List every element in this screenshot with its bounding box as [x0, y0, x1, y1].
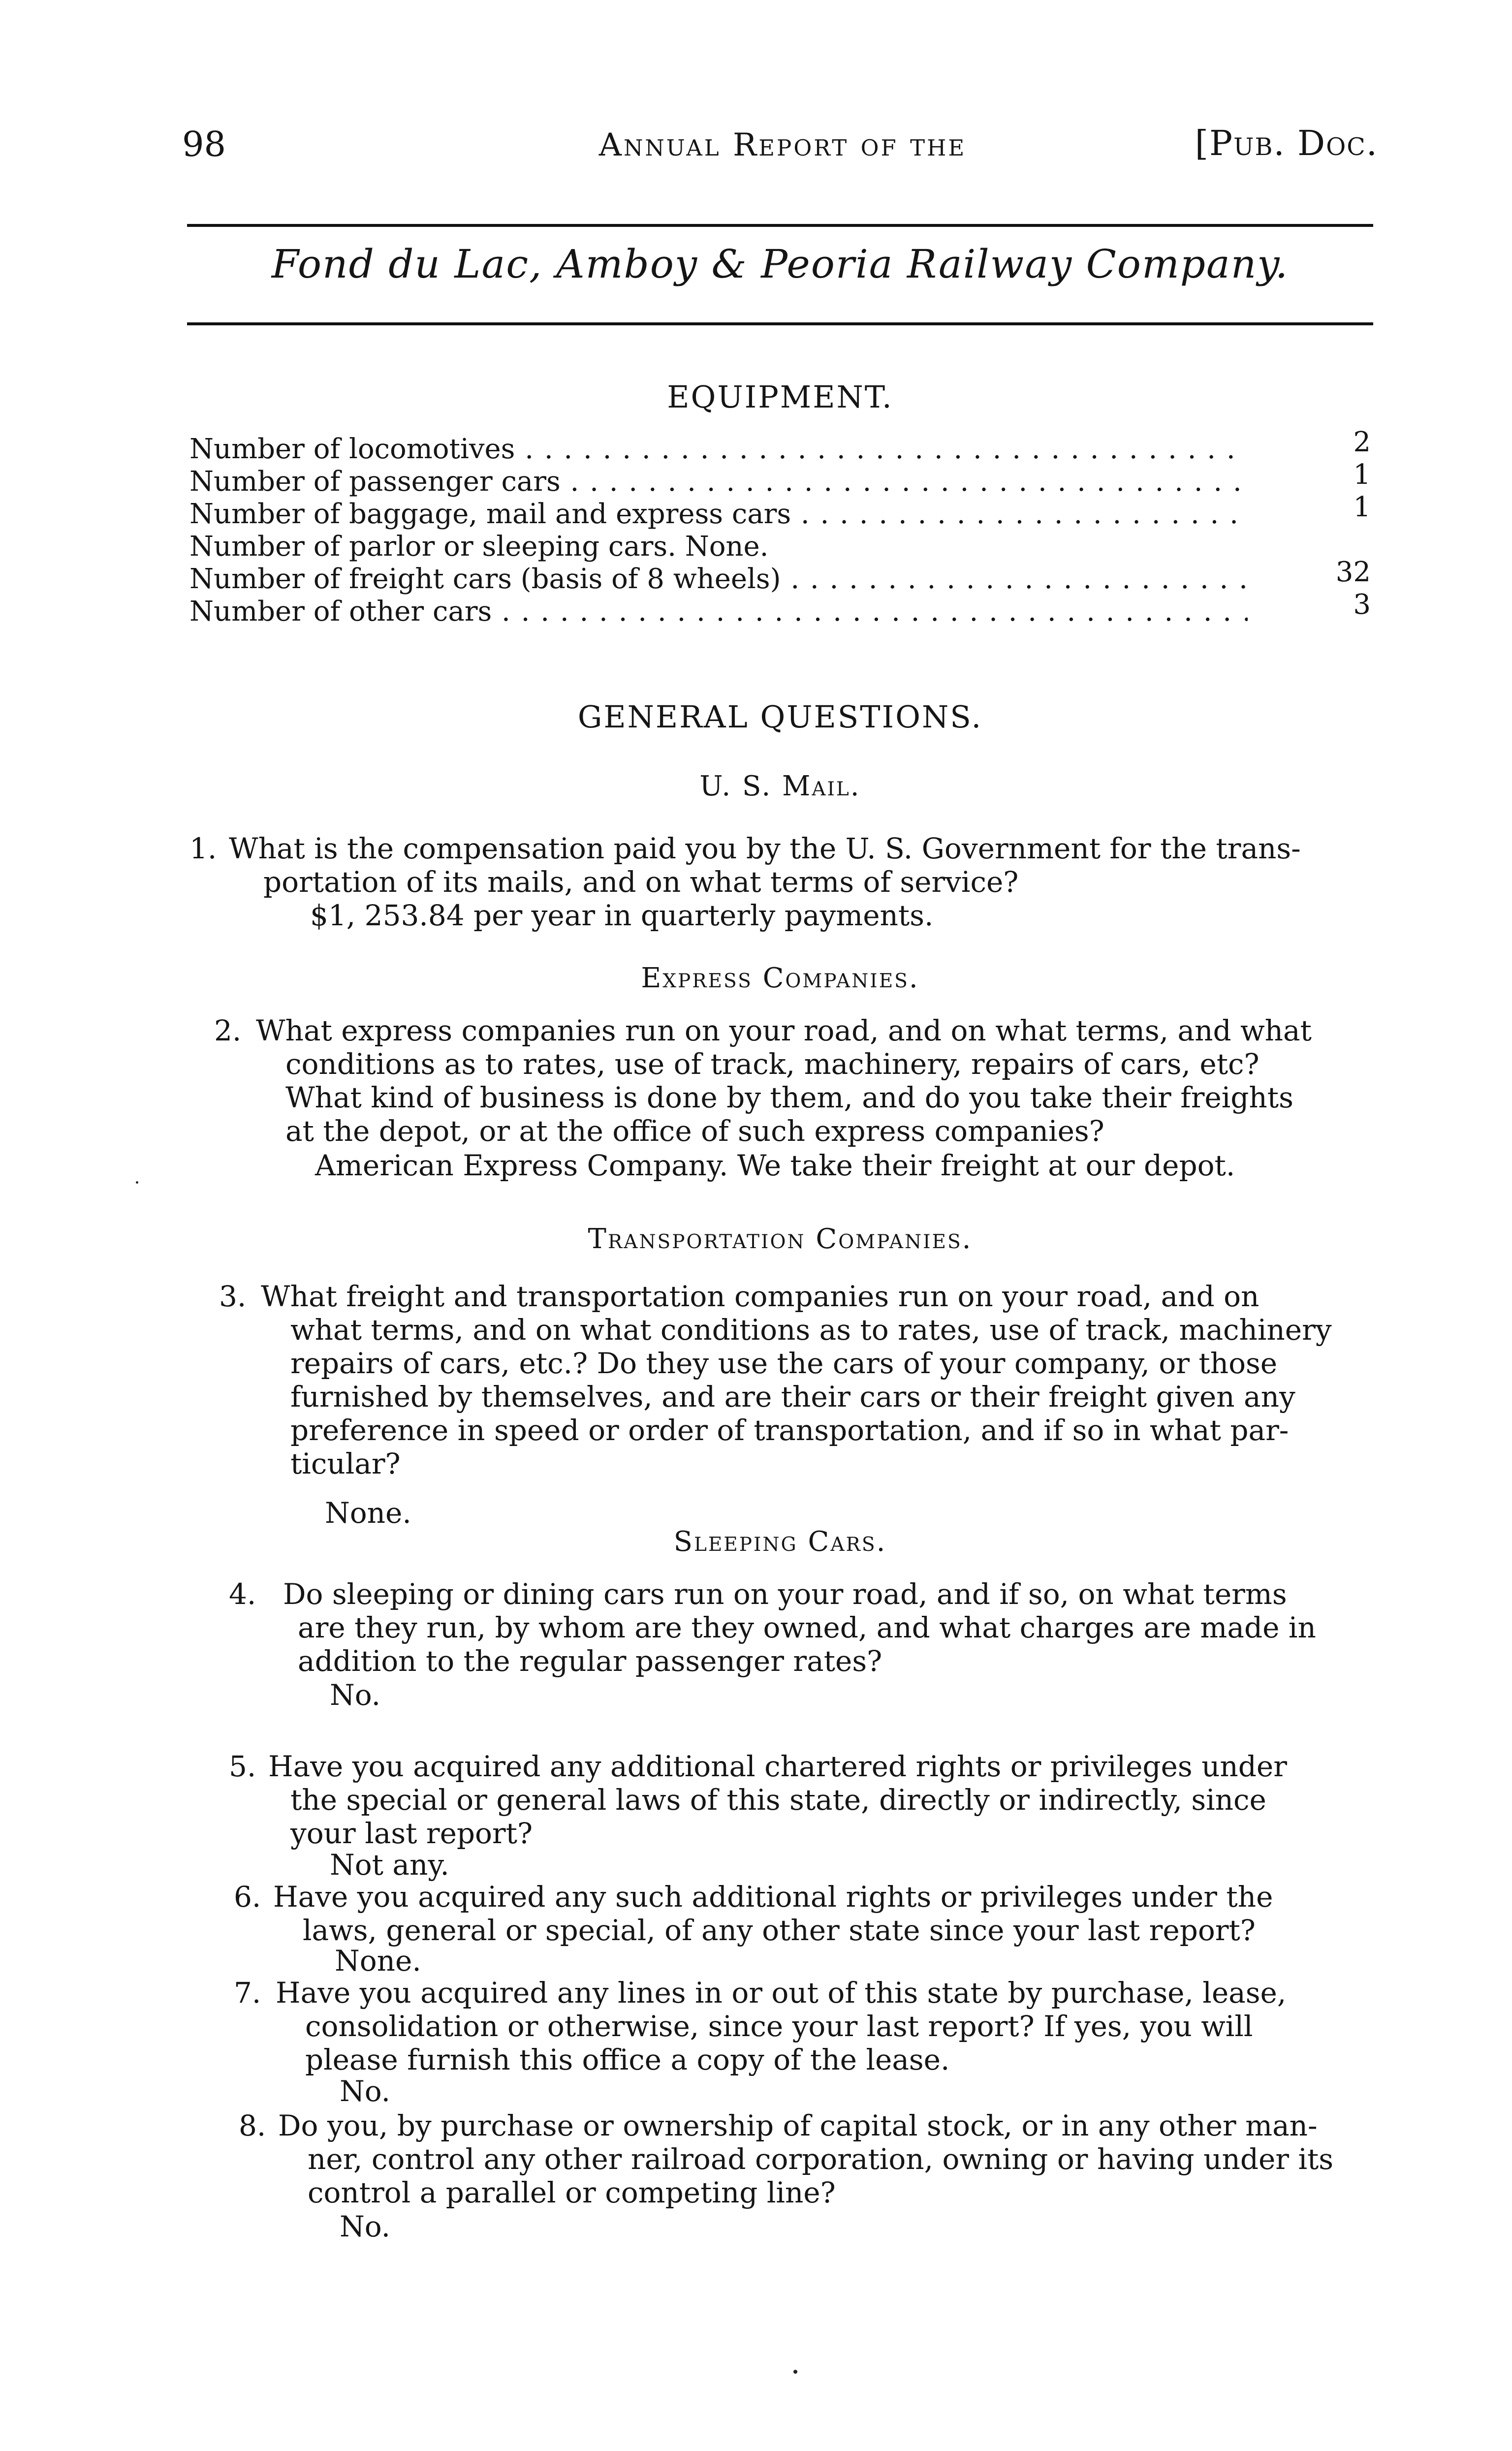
answer-1: $1, 253.84 per year in quarterly payments.: [310, 899, 934, 932]
question-line: your last report?: [290, 1817, 533, 1850]
question-6: [189, 1880, 1381, 1947]
question-2: [189, 1014, 1381, 1148]
question-line: are they run, by whom are they owned, and what charges are made in: [298, 1611, 1316, 1644]
question-number: 1.: [189, 832, 217, 865]
express-companies-heading: Express Companies.: [641, 962, 919, 994]
question-line: What express companies run on your road, and on what terms, and what: [256, 1014, 1312, 1047]
question-number: 2.: [214, 1014, 242, 1047]
question-5: [189, 1750, 1381, 1850]
answer-7: No.: [340, 2074, 391, 2108]
answer-2: American Express Company. We take their freight at our depot.: [315, 1149, 1235, 1182]
question-line: preference in speed or order of transportation, and if so in what par-: [290, 1414, 1289, 1447]
question-3: [189, 1280, 1381, 1480]
question-line: ticular?: [290, 1447, 401, 1480]
equipment-row: [189, 491, 1371, 531]
equipment-row: [189, 426, 1371, 466]
question-line: control a parallel or competing line?: [308, 2176, 836, 2209]
question-number: 4.: [229, 1577, 256, 1611]
question-line: What is the compensation paid you by the U. S. Government for the trans-: [229, 832, 1301, 865]
page-number: 98: [182, 124, 226, 164]
question-8: [189, 2109, 1381, 2209]
question-line: What freight and transportation companies run on your road, and on: [261, 1280, 1260, 1313]
sleeping-cars-heading: Sleeping Cars.: [673, 1526, 887, 1558]
question-line: Do you, by purchase or ownership of capital stock, or in any other man-: [278, 2109, 1318, 2142]
question-line: what terms, and on what conditions as to rates, use of track, machinery: [290, 1313, 1332, 1347]
answer-8: No.: [340, 2210, 391, 2243]
equipment-value: 1: [1353, 459, 1371, 491]
running-header: [182, 118, 1378, 172]
equipment-label: Number of baggage, mail and express cars: [189, 498, 791, 530]
question-1: [189, 832, 1381, 899]
question-number: 6.: [234, 1880, 261, 1914]
question-line: addition to the regular passenger rates?: [298, 1644, 882, 1678]
equipment-label: Number of passenger cars: [189, 466, 561, 498]
equipment-value: 3: [1353, 589, 1371, 621]
answer-4: No.: [330, 1678, 381, 1712]
top-rule: [187, 224, 1373, 227]
question-line: Have you acquired any additional chartered rights or privileges under: [268, 1750, 1287, 1783]
equipment-value: 32: [1335, 556, 1371, 588]
transportation-companies-heading: Transportation Companies.: [588, 1223, 973, 1255]
print-speck: [136, 1181, 138, 1184]
question-line: please furnish this office a copy of the lease.: [305, 2043, 950, 2076]
equipment-row: [189, 589, 1371, 628]
question-line: repairs of cars, etc.? Do they use the cars of your company, or those: [290, 1347, 1278, 1380]
question-number: 5.: [229, 1750, 256, 1783]
question-line: What kind of business is done by them, and do you take their freights: [285, 1081, 1293, 1114]
question-number: 3.: [219, 1280, 247, 1313]
document-reference: [Pub. Doc.: [1195, 123, 1378, 163]
question-line: Have you acquired any such additional rights or privileges under the: [273, 1880, 1273, 1914]
running-title: Annual Report of the: [598, 127, 967, 163]
question-number: 7.: [234, 1976, 261, 2010]
equipment-value: 1: [1353, 491, 1371, 523]
print-speck: [793, 2370, 797, 2374]
us-mail-heading: U. S. Mail.: [699, 770, 861, 802]
equipment-label: Number of locomotives: [189, 433, 515, 465]
question-line: Have you acquired any lines in or out of this state by purchase, lease,: [276, 1976, 1287, 2010]
bottom-rule: [187, 322, 1373, 325]
equipment-row: [189, 556, 1371, 596]
question-line: Do sleeping or dining cars run on your road, and if so, on what terms: [283, 1577, 1287, 1611]
question-line: the special or general laws of this state, directly or indirectly, since: [290, 1783, 1266, 1817]
equipment-label: Number of other cars: [189, 596, 492, 628]
answer-6: None.: [335, 1944, 421, 1978]
equipment-value: 2: [1353, 426, 1371, 458]
question-line: conditions as to rates, use of track, machinery, repairs of cars, etc?: [285, 1047, 1260, 1081]
question-line: at the depot, or at the office of such express companies?: [285, 1114, 1104, 1148]
question-line: ner, control any other railroad corporation, owning or having under its: [308, 2142, 1334, 2176]
answer-3: None.: [325, 1496, 411, 1530]
general-questions-heading: GENERAL QUESTIONS.: [577, 699, 983, 735]
equipment-heading: EQUIPMENT.: [667, 379, 893, 415]
equipment-label: Number of freight cars (basis of 8 wheels): [189, 563, 781, 595]
question-line: furnished by themselves, and are their cars or their freight given any: [290, 1380, 1295, 1414]
equipment-label: Number of parlor or sleeping cars. None.: [189, 531, 769, 563]
company-title: Fond du Lac, Amboy & Peoria Railway Company.: [271, 241, 1289, 287]
question-4: [189, 1577, 1381, 1678]
question-line: portation of its mails, and on what terms of service?: [263, 865, 1019, 899]
question-7: [189, 1976, 1381, 2076]
equipment-row: [189, 459, 1371, 498]
equipment-row: [189, 531, 1371, 563]
question-line: laws, general or special, of any other state since your last report?: [303, 1914, 1256, 1947]
question-number: 8.: [239, 2109, 266, 2142]
equipment-list: [189, 426, 1371, 628]
question-line: consolidation or otherwise, since your last report? If yes, you will: [305, 2010, 1253, 2043]
answer-5: Not any.: [330, 1848, 449, 1882]
